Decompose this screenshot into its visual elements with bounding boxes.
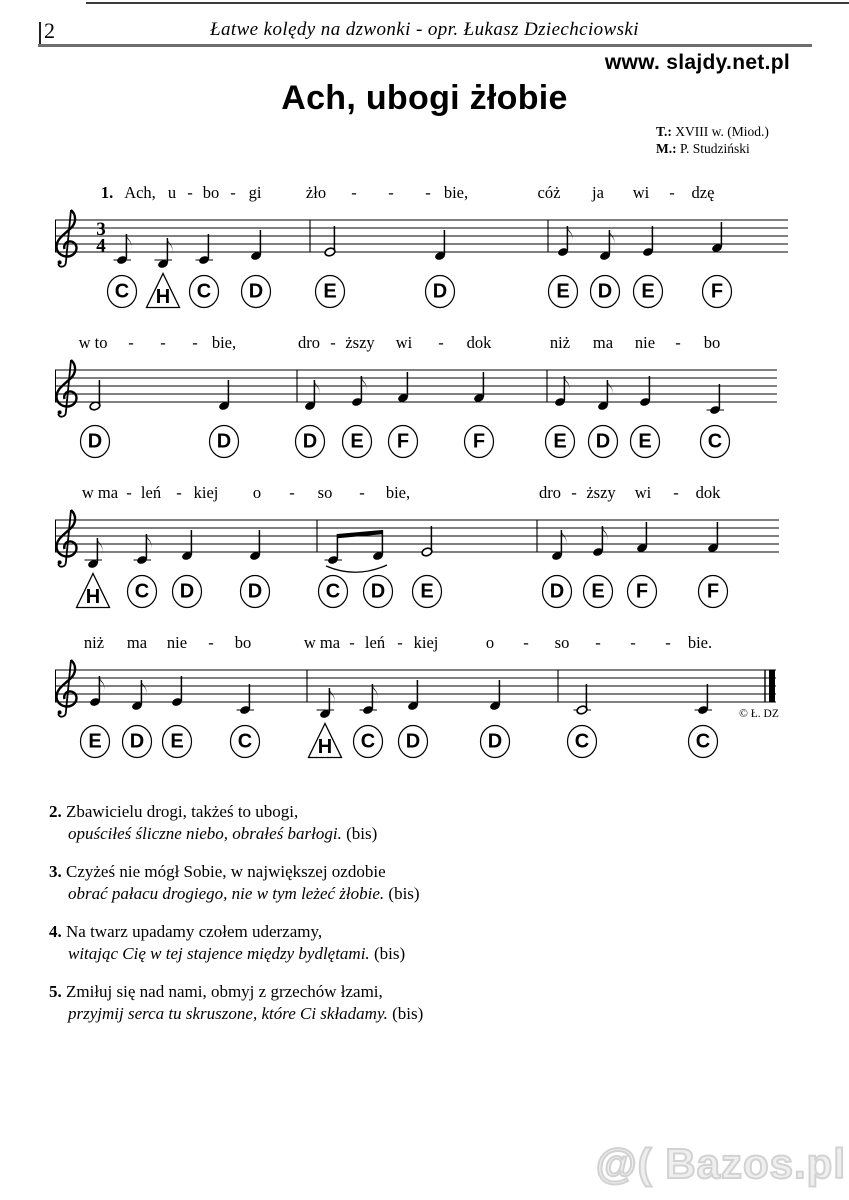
note-letter: D	[216, 430, 232, 453]
lyric-syllable: -	[192, 333, 198, 352]
lyric-syllable: dro	[539, 483, 561, 502]
note-E	[549, 226, 578, 308]
lyric-syllable: dok	[695, 483, 721, 502]
bis-label: (bis)	[387, 1003, 424, 1023]
note-D	[481, 680, 510, 758]
staff-lines	[55, 370, 777, 402]
lyric-syllable: bie,	[443, 183, 469, 202]
note-E	[343, 376, 372, 458]
note-D	[296, 380, 325, 458]
lyric-syllable: bo	[703, 333, 721, 352]
verse-number: 5.	[49, 982, 62, 1001]
note-letter: C	[574, 730, 590, 753]
note-C	[689, 684, 718, 758]
lyric-syllable: ma	[592, 333, 614, 352]
lyrics-line	[101, 183, 715, 202]
lyric-syllable: kiej	[413, 633, 439, 652]
note-C	[701, 384, 730, 458]
note-letter: F	[472, 430, 486, 453]
note-C	[354, 684, 383, 758]
staff-lines	[55, 670, 776, 702]
lyric-syllable: -	[673, 483, 679, 502]
note-letter: D	[179, 580, 195, 603]
verse-line2: obrać pałacu drogiego, nie w tym leżeć żłobie.	[68, 883, 385, 903]
note-E	[584, 526, 613, 608]
lyric-syllable: Ach,	[124, 183, 156, 202]
note-F	[628, 522, 657, 608]
credit-text-label: T.:	[656, 124, 672, 139]
lyric-syllable: dzę	[691, 183, 715, 202]
lyric-syllable: -	[571, 483, 577, 502]
note-H	[147, 238, 180, 308]
note-F	[703, 222, 732, 308]
note-H	[309, 688, 342, 758]
note-letter: E	[420, 580, 434, 603]
song-title: Ach, ubogi żłobie	[281, 79, 568, 117]
verse-line1: Na twarz upadamy czołem uderzamy,	[61, 922, 323, 941]
note-letter: C	[237, 730, 253, 753]
time-signature	[96, 219, 106, 257]
lyric-syllable: -	[330, 333, 336, 352]
note-D	[210, 380, 239, 458]
note-D	[123, 680, 152, 758]
note-E	[546, 376, 575, 458]
lyric-syllable: -	[230, 183, 236, 202]
lyric-syllable: -	[208, 633, 214, 652]
bis-label: (bis)	[384, 883, 420, 903]
lyric-syllable: -	[595, 633, 601, 652]
note-E	[634, 226, 663, 308]
staff-lines	[55, 520, 779, 552]
note-letter: E	[170, 730, 184, 753]
note-letter: D	[405, 730, 421, 753]
copyright-note: © Ł. DZ	[739, 708, 779, 720]
verse-3	[49, 861, 649, 904]
lyrics-line	[79, 333, 721, 352]
lyric-syllable: o	[485, 633, 495, 652]
lyric-syllable: kiej	[193, 483, 219, 502]
note-letter: D	[247, 580, 263, 603]
lyric-syllable: -	[388, 183, 394, 202]
note-letter: D	[487, 730, 503, 753]
lyric-syllable: -	[289, 483, 295, 502]
lyrics-line	[84, 633, 712, 652]
lyric-syllable: niż	[83, 633, 105, 652]
note-F	[465, 372, 494, 458]
note-letter: C	[707, 430, 723, 453]
lyric-syllable: -	[425, 183, 431, 202]
lyric-syllable: -	[126, 483, 132, 502]
note-D	[543, 530, 572, 608]
svg-text:3: 3	[96, 219, 106, 240]
lyric-syllable: -	[359, 483, 365, 502]
note-E	[631, 376, 660, 458]
note-letter: E	[88, 730, 102, 753]
staff-system-4	[0, 628, 849, 768]
note-D	[81, 380, 110, 458]
verses	[49, 801, 649, 1041]
note-letter: D	[248, 280, 264, 303]
note-C	[108, 234, 137, 308]
lyric-syllable: ma	[126, 633, 148, 652]
note-letter: F	[396, 430, 410, 453]
treble-clef-icon	[57, 360, 77, 417]
lyric-syllable: dro	[298, 333, 320, 352]
note-letter: C	[114, 280, 130, 303]
note-letter: D	[597, 280, 613, 303]
lyric-syllable: bo	[234, 633, 252, 652]
note-C	[568, 684, 597, 758]
note-letter: D	[370, 580, 386, 603]
lyric-syllable: dok	[466, 333, 492, 352]
lyric-syllable: -	[160, 333, 166, 352]
verse-line1: Zbawicielu drogi, takżeś to ubogi,	[61, 802, 299, 821]
note-letter: D	[302, 430, 318, 453]
note-letter: C	[325, 580, 341, 603]
verse-line1: Zmiłuj się nad nami, obmyj z grzechów łzami,	[61, 982, 383, 1001]
staff-system-1	[0, 178, 849, 318]
verse-4	[49, 921, 649, 964]
verse-line2: przyjmij serca tu skruszone, które Ci składamy.	[68, 1003, 388, 1023]
note-letter: D	[595, 430, 611, 453]
verse-number: 3.	[49, 862, 62, 881]
lyric-syllable: so	[317, 483, 333, 502]
lyric-syllable: bie.	[687, 633, 713, 652]
lyric-syllable: ja	[592, 183, 604, 202]
note-E	[163, 676, 192, 758]
lyric-syllable: nie	[634, 333, 656, 352]
lyric-syllable: -	[630, 633, 636, 652]
note-letter: D	[87, 430, 103, 453]
note-letter: F	[706, 580, 720, 603]
verse-line2: witając Cię w tej stajence między bydlętami.	[68, 943, 370, 963]
note-E	[81, 676, 110, 758]
note-letter: E	[591, 580, 605, 603]
lyric-syllable: wi	[395, 333, 413, 352]
lyric-syllable: -	[523, 633, 529, 652]
note-C	[231, 684, 260, 758]
lyric-syllable: ższy	[345, 333, 375, 352]
lyric-syllable: w ma	[81, 483, 119, 502]
verse-line2: opuściłeś śliczne niebo, obrałeś barłogi.	[68, 823, 342, 843]
note-letter: E	[556, 280, 570, 303]
lyric-syllable: bo	[202, 183, 220, 202]
lyric-syllable: leń	[364, 633, 386, 652]
bis-label: (bis)	[341, 823, 378, 843]
note-letter: E	[553, 430, 567, 453]
note-D	[399, 680, 428, 758]
bis-label: (bis)	[369, 943, 406, 963]
lyric-syllable: so	[554, 633, 570, 652]
note-letter: H	[317, 736, 333, 758]
lyric-syllable: bie,	[385, 483, 411, 502]
page-number: 2	[44, 18, 55, 43]
lyric-syllable: leń	[140, 483, 162, 502]
note-letter: E	[638, 430, 652, 453]
lyric-syllable: -	[351, 183, 357, 202]
lyric-syllable: -	[187, 183, 193, 202]
verse-number: 2.	[49, 802, 62, 821]
note-E	[413, 526, 442, 608]
note-letter: C	[134, 580, 150, 603]
final-barline-thick	[769, 670, 775, 702]
note-letter: E	[641, 280, 655, 303]
verse-number: 4.	[49, 922, 62, 941]
book-header-title: Łatwe kolędy na dzwonki - opr. Łukasz Dziechciowski	[210, 19, 639, 40]
note-C	[190, 234, 219, 308]
lyric-syllable: 1.	[100, 183, 114, 202]
note-letter: C	[360, 730, 376, 753]
lyric-syllable: -	[669, 183, 675, 202]
note-E	[316, 226, 345, 308]
credit-text-value: XVIII w. (Miod.)	[675, 124, 769, 139]
note-D	[242, 230, 271, 308]
note-D	[591, 230, 620, 308]
note-C	[128, 534, 157, 608]
lyric-syllable: -	[349, 633, 355, 652]
lyric-syllable: w ma	[303, 633, 341, 652]
staff-system-2	[0, 328, 849, 468]
note-letter: D	[432, 280, 448, 303]
credit-music-value: P. Studziński	[680, 141, 750, 156]
lyric-syllable: ższy	[586, 483, 616, 502]
verse-2	[49, 801, 649, 844]
lyric-syllable: -	[675, 333, 681, 352]
note-D	[241, 530, 270, 608]
lyric-syllable: -	[438, 333, 444, 352]
staff-lines	[55, 220, 788, 252]
watermark: @( Bazos.pl	[595, 1140, 846, 1187]
verse-line1: Czyżeś nie mógł Sobie, w największej ozdobie	[61, 862, 386, 881]
note-letter: D	[129, 730, 145, 753]
staff-system-3	[0, 478, 849, 618]
note-letter: E	[350, 430, 364, 453]
beam	[337, 530, 382, 538]
treble-clef-icon	[57, 660, 77, 717]
note-H	[77, 538, 110, 608]
note-F	[699, 522, 728, 608]
lyric-syllable: nie	[166, 633, 188, 652]
lyric-syllable: cóż	[537, 183, 561, 202]
svg-text:4: 4	[96, 235, 106, 257]
lyric-syllable: o	[252, 483, 262, 502]
note-letter: F	[635, 580, 649, 603]
lyric-syllable: -	[397, 633, 403, 652]
treble-clef-icon	[57, 510, 77, 567]
note-D	[173, 530, 202, 608]
treble-clef-icon	[57, 210, 77, 267]
lyrics-line	[82, 483, 721, 502]
lyric-syllable: wi	[634, 483, 652, 502]
lyric-syllable: u	[167, 183, 177, 202]
lyric-syllable: w to	[78, 333, 108, 352]
slur	[326, 565, 387, 572]
lyric-syllable: gi	[248, 183, 262, 202]
lyric-syllable: żło	[305, 183, 327, 202]
note-D	[426, 230, 455, 308]
verse-5	[49, 981, 649, 1024]
lyric-syllable: -	[128, 333, 134, 352]
note-letter: F	[710, 280, 724, 303]
lyric-syllable: bie,	[211, 333, 237, 352]
note-letter: H	[155, 286, 171, 308]
note-letter: C	[196, 280, 212, 303]
note-letter: E	[323, 280, 337, 303]
note-D	[589, 380, 618, 458]
lyric-syllable: -	[176, 483, 182, 502]
lyric-syllable: -	[665, 633, 671, 652]
credit-music-label: M.:	[656, 141, 677, 156]
lyric-syllable: niż	[549, 333, 571, 352]
note-letter: H	[85, 586, 101, 608]
note-F	[389, 372, 418, 458]
note-letter: D	[549, 580, 565, 603]
website-url: www. slajdy.net.pl	[604, 51, 790, 74]
note-letter: C	[695, 730, 711, 753]
lyric-syllable: wi	[632, 183, 650, 202]
